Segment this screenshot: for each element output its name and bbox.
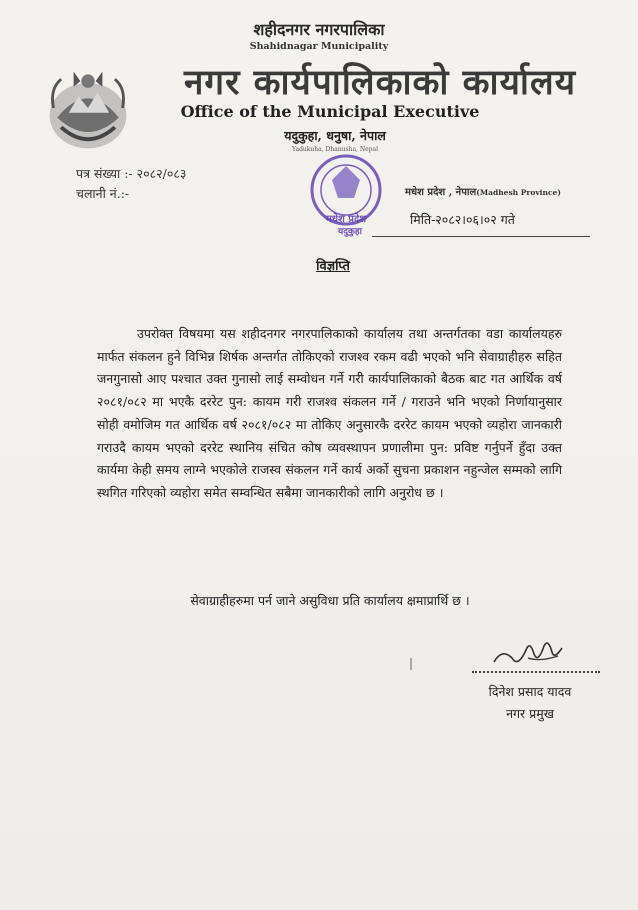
divider-line	[372, 236, 590, 237]
stamp-text-1: मधेश प्रदेश	[325, 214, 367, 225]
signature-icon	[488, 628, 568, 676]
dispatch-number: चलानी नं.:-	[76, 186, 130, 201]
letter-number: पत्र संख्या :- २०८२/०८३	[76, 166, 187, 181]
signatory-name: दिनेश प्रसाद यादव	[488, 684, 572, 699]
address-en: Yadukuha, Dhanusha, Nepal	[292, 146, 378, 153]
notice-apology: सेवाग्राहीहरुमा पर्न जाने असुविधा प्रति कार्यालय क्षमाप्रार्थि छ ।	[190, 593, 470, 608]
notice-title: विज्ञप्ति	[316, 259, 350, 274]
province-label	[405, 184, 561, 198]
province-en: (Madhesh Province)	[476, 188, 561, 197]
municipality-name-en: Shahidnagar Municipality	[249, 41, 389, 52]
notice-body: उपरोक्त विषयमा यस शहीदनगर नगरपालिकाको कार्यालय तथा अन्तर्गतका वडा कार्यालयहरु मार्फत संकलन हुने विभिन्न शिर्षक अन्तर्गत तोकिएको राजश्व रकम वढी भएको भनि सेवाग्राहीहरु सहित जनगुनासो आए पश्चात उक्त गुनासो लाई सम्वोधन गर्ने गरी कार्यपालिकाको बैठक बाट गत आर्थिक वर्ष २०८१/०८२ मा भएकै दररेट पुन: कायम गरी राजश्व संकलन गर्ने / गराउने भनि भएको निर्णायानुसार सोही वमोजिम गत आर्थिक वर्ष २०८१/०८२ मा तोकिए अनुसारकै दररेट कायम भएको व्यहोरा जानकारी गराउदै कायम भएको दररेट स्थानिय संचित कोष व्यवस्थापन प्रणालीमा पुन: प्रविष्ट गर्नुपर्ने हुँदा उक्त कार्यमा केही समय लाग्ने भएकोले राजस्व संकलन गर्ने कार्य अर्को सुचना प्रकाशन नहुन्जेल सम्मको लागि स्थगित गरिएको व्यहोरा समेत सम्वन्धित सबैमा जानकारीको लागि अनुरोध छ ।	[97, 326, 562, 500]
office-title-np: नगर कार्यपालिकाको कार्यालय	[183, 62, 577, 103]
stamp-text-2: यदुकुहा	[337, 227, 363, 237]
official-stamp-icon	[302, 150, 394, 238]
municipality-name-np: शहीदनगर नगरपालिका	[253, 20, 385, 39]
address-np: यदुकुहा, धनुषा, नेपाल	[284, 128, 386, 143]
province-np: मधेश प्रदेश , नेपाल	[405, 187, 477, 198]
nepal-emblem-icon	[40, 60, 136, 156]
letter-date: मिति-२०८२।०६।०२ गते	[410, 212, 515, 227]
office-title-en: Office of the Municipal Executive	[180, 102, 480, 121]
signature-line	[472, 671, 600, 673]
scan-mark	[410, 658, 412, 670]
signatory-title: नगर प्रमुख	[506, 706, 554, 721]
